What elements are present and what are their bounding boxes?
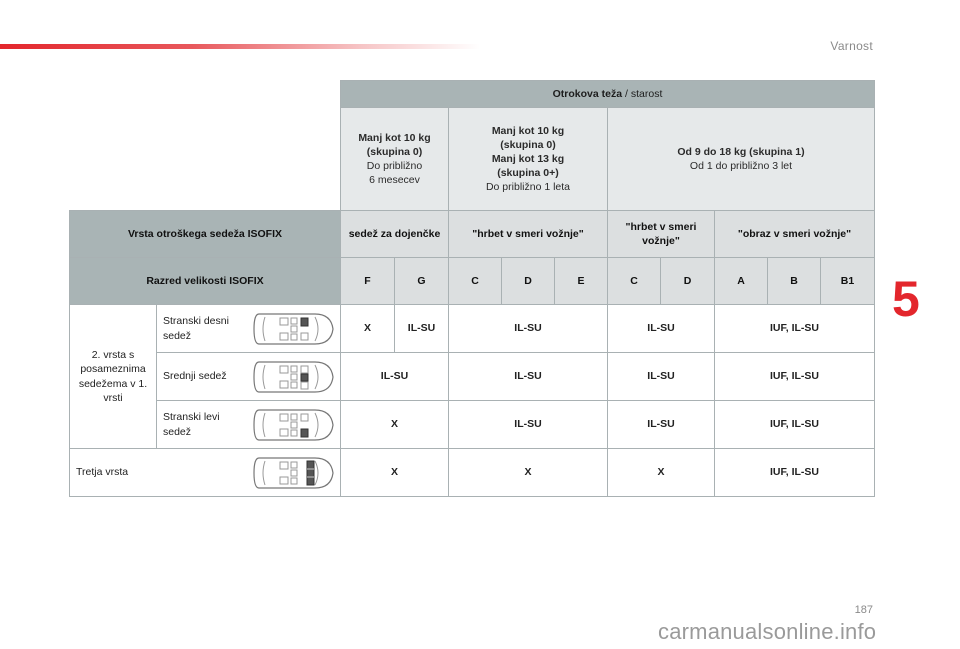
value-cell: X — [341, 449, 449, 497]
top-accent-bar — [0, 44, 480, 49]
group-1: Od 9 do 18 kg (skupina 1) Od 1 do približno 3 let — [608, 108, 875, 211]
size-class-b: B — [768, 258, 821, 305]
size-class-a: A — [715, 258, 768, 305]
size-class-c: C — [449, 258, 502, 305]
chapter-number: 5 — [892, 271, 920, 327]
value-cell: X — [341, 305, 395, 353]
car-seat-third-row-icon — [251, 454, 337, 492]
size-class-d2: D — [661, 258, 715, 305]
group-0-infant: Manj kot 10 kg (skupina 0) Do približno 6 mesecev — [341, 108, 449, 211]
size-class-b1: B1 — [821, 258, 875, 305]
value-cell: X — [449, 449, 608, 497]
value-cell: IUF, IL-SU — [715, 353, 875, 401]
value-cell: IL-SU — [608, 401, 715, 449]
size-class-g: G — [395, 258, 449, 305]
value-cell: IUF, IL-SU — [715, 401, 875, 449]
value-cell: IL-SU — [449, 305, 608, 353]
value-cell: IL-SU — [449, 401, 608, 449]
seat-type-label: Vrsta otroškega sedeža ISOFIX — [70, 211, 341, 258]
isofix-table — [69, 80, 875, 497]
seat-type-forward-facing: "obraz v smeri vožnje" — [715, 211, 875, 258]
seat-label-left: Stranski levi sedež — [157, 401, 341, 449]
seat-label-right: Stranski desni sedež — [157, 305, 341, 353]
size-class-f: F — [341, 258, 395, 305]
weight-header: Otrokova teža / starost — [341, 81, 875, 108]
size-class-c2: C — [608, 258, 661, 305]
size-class-d: D — [502, 258, 555, 305]
seat-type-infant-carrier: sedež za dojenčke — [341, 211, 449, 258]
seat-label-center: Srednji sedež — [157, 353, 341, 401]
size-class-label: Razred velikosti ISOFIX — [70, 258, 341, 305]
value-cell: IL-SU — [608, 305, 715, 353]
seat-type-rear-facing-2: "hrbet v smeri vožnje" — [608, 211, 715, 258]
third-row-label: Tretja vrsta — [70, 449, 341, 497]
car-seat-rear-left-icon — [251, 406, 337, 444]
seat-type-rear-facing-1: "hrbet v smeri vožnje" — [449, 211, 608, 258]
value-cell: X — [341, 401, 449, 449]
page-number: 187 — [854, 604, 873, 616]
section-title: Varnost — [830, 39, 873, 53]
value-cell: IUF, IL-SU — [715, 305, 875, 353]
group-0-plus: Manj kot 10 kg (skupina 0) Manj kot 13 kg (skupina 0+) Do približno 1 leta — [449, 108, 608, 211]
value-cell: IL-SU — [608, 353, 715, 401]
value-cell: IUF, IL-SU — [715, 449, 875, 497]
value-cell: IL-SU — [449, 353, 608, 401]
car-seat-rear-center-icon — [251, 358, 337, 396]
car-seat-rear-right-icon — [251, 310, 337, 348]
value-cell: IL-SU — [395, 305, 449, 353]
watermark-link[interactable]: carmanualsonline.info — [658, 619, 877, 644]
second-row-label: 2. vrsta s posameznima sedežema v 1. vrsti — [70, 305, 157, 449]
size-class-e: E — [555, 258, 608, 305]
table-corner — [70, 81, 341, 211]
value-cell: IL-SU — [341, 353, 449, 401]
value-cell: X — [608, 449, 715, 497]
